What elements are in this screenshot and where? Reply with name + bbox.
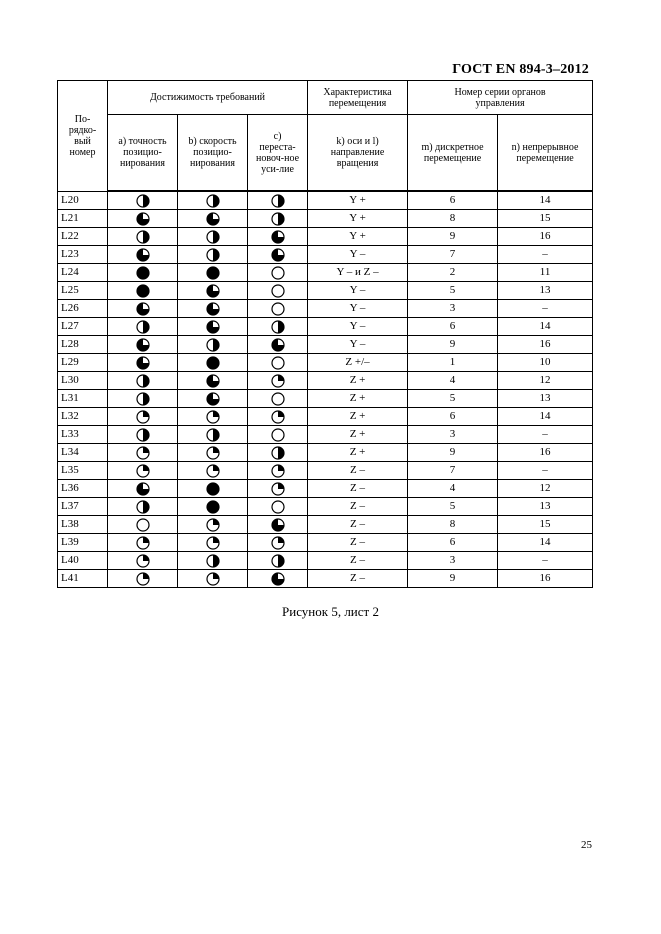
row-number-cell: L36 (58, 480, 108, 498)
table-row (58, 534, 593, 552)
fill-full-icon (136, 266, 150, 280)
fill-empty-icon (271, 356, 285, 370)
requirement-a-cell (108, 534, 178, 552)
fill-q1-icon (206, 446, 220, 460)
row-number-cell: L41 (58, 570, 108, 588)
fill-q1-icon (206, 410, 220, 424)
table-row (58, 300, 593, 318)
fill-half-icon (271, 446, 285, 460)
fill-empty-icon (271, 302, 285, 316)
fill-full-icon (136, 284, 150, 298)
table-row (58, 426, 593, 444)
discrete-series-cell: 9 (408, 336, 498, 354)
row-number-cell: L39 (58, 534, 108, 552)
header-motion-label: Характеристика перемещения (323, 86, 392, 109)
axis-direction-cell: Y + (308, 210, 408, 228)
header-col-m-label: m) дискретное перемещение (421, 141, 484, 164)
axis-direction-cell: Z – (308, 462, 408, 480)
continuous-series-cell: – (498, 426, 593, 444)
row-number-cell: L35 (58, 462, 108, 480)
discrete-series-cell: 9 (408, 570, 498, 588)
fill-half-icon (271, 212, 285, 226)
requirement-b-cell (178, 498, 248, 516)
requirement-a-cell (108, 426, 178, 444)
table-row (58, 336, 593, 354)
requirement-c-cell (248, 372, 308, 390)
discrete-series-cell: 8 (408, 516, 498, 534)
requirement-a-cell (108, 372, 178, 390)
axis-direction-cell: Z + (308, 372, 408, 390)
fill-q3-icon (206, 374, 220, 388)
fill-q3-icon (206, 302, 220, 316)
requirement-b-cell (178, 480, 248, 498)
row-number-cell: L38 (58, 516, 108, 534)
fill-half-icon (136, 428, 150, 442)
fill-q1-icon (136, 446, 150, 460)
header-row-number-label: По-рядко-вый номер (68, 113, 97, 158)
requirement-c-cell (248, 264, 308, 282)
requirement-b-cell (178, 570, 248, 588)
fill-empty-icon (271, 266, 285, 280)
axis-direction-cell: Y – (308, 282, 408, 300)
requirement-c-cell (248, 246, 308, 264)
fill-q1-icon (206, 572, 220, 586)
row-number-cell: L26 (58, 300, 108, 318)
axis-direction-cell: Z + (308, 444, 408, 462)
requirement-b-cell (178, 246, 248, 264)
continuous-series-cell: 12 (498, 480, 593, 498)
discrete-series-cell: 4 (408, 480, 498, 498)
row-number-cell: L20 (58, 191, 108, 210)
discrete-series-cell: 8 (408, 210, 498, 228)
requirement-c-cell (248, 390, 308, 408)
requirement-a-cell (108, 264, 178, 282)
row-number-cell: L21 (58, 210, 108, 228)
requirement-c-cell (248, 228, 308, 246)
continuous-series-cell: – (498, 300, 593, 318)
fill-q1-icon (271, 374, 285, 388)
fill-q1-icon (271, 464, 285, 478)
axis-direction-cell: Y – и Z – (308, 264, 408, 282)
table-row (58, 264, 593, 282)
requirement-b-cell (178, 444, 248, 462)
fill-half-icon (136, 194, 150, 208)
discrete-series-cell: 3 (408, 426, 498, 444)
table-row (58, 246, 593, 264)
fill-half-icon (206, 248, 220, 262)
continuous-series-cell: 10 (498, 354, 593, 372)
fill-q1-icon (206, 536, 220, 550)
continuous-series-cell: 13 (498, 390, 593, 408)
table-row (58, 318, 593, 336)
fill-half-icon (206, 338, 220, 352)
continuous-series-cell: 12 (498, 372, 593, 390)
axis-direction-cell: Z – (308, 534, 408, 552)
continuous-series-cell: 14 (498, 191, 593, 210)
discrete-series-cell: 4 (408, 372, 498, 390)
discrete-series-cell: 3 (408, 300, 498, 318)
row-number-cell: L28 (58, 336, 108, 354)
fill-q3-icon (136, 338, 150, 352)
header-series-label: Номер серии органов управления (454, 86, 546, 109)
discrete-series-cell: 7 (408, 462, 498, 480)
continuous-series-cell: 16 (498, 228, 593, 246)
axis-direction-cell: Z – (308, 552, 408, 570)
requirement-a-cell (108, 336, 178, 354)
header-col-c (248, 115, 308, 192)
requirement-b-cell (178, 516, 248, 534)
requirement-c-cell (248, 534, 308, 552)
requirement-a-cell (108, 516, 178, 534)
requirement-a-cell (108, 318, 178, 336)
requirement-c-cell (248, 336, 308, 354)
row-number-cell: L37 (58, 498, 108, 516)
fill-empty-icon (271, 428, 285, 442)
requirement-b-cell (178, 462, 248, 480)
header-series (408, 81, 593, 115)
continuous-series-cell: 13 (498, 498, 593, 516)
requirement-a-cell (108, 462, 178, 480)
axis-direction-cell: Z + (308, 390, 408, 408)
row-number-cell: L30 (58, 372, 108, 390)
requirement-b-cell (178, 264, 248, 282)
fill-empty-icon (271, 392, 285, 406)
axis-direction-cell: Z + (308, 408, 408, 426)
table-row (58, 516, 593, 534)
fill-half-icon (206, 194, 220, 208)
header-col-kl-label: k) оси и l) направление вращения (330, 136, 385, 169)
header-col-c-label: c) переста-новоч-ное уси-лие (256, 130, 300, 175)
requirement-a-cell (108, 354, 178, 372)
requirement-a-cell (108, 498, 178, 516)
header-achievability: Достижимость требований (108, 81, 308, 115)
discrete-series-cell: 2 (408, 264, 498, 282)
requirement-c-cell (248, 354, 308, 372)
fill-q3-icon (136, 302, 150, 316)
requirement-b-cell (178, 210, 248, 228)
fill-q1-icon (206, 464, 220, 478)
axis-direction-cell: Z + (308, 426, 408, 444)
row-number-cell: L32 (58, 408, 108, 426)
fill-half-icon (271, 554, 285, 568)
axis-direction-cell: Y + (308, 228, 408, 246)
fill-q1-icon (271, 536, 285, 550)
requirement-b-cell (178, 282, 248, 300)
continuous-series-cell: – (498, 246, 593, 264)
discrete-series-cell: 9 (408, 228, 498, 246)
fill-q1-icon (136, 536, 150, 550)
row-number-cell: L31 (58, 390, 108, 408)
header-col-n-label: n) непрерывное перемещение (511, 141, 579, 164)
fill-empty-icon (136, 518, 150, 532)
requirement-c-cell (248, 300, 308, 318)
header-row-number (58, 81, 108, 192)
fill-q1-icon (136, 464, 150, 478)
fill-full-icon (206, 356, 220, 370)
discrete-series-cell: 6 (408, 408, 498, 426)
discrete-series-cell: 1 (408, 354, 498, 372)
table-row (58, 480, 593, 498)
requirement-a-cell (108, 408, 178, 426)
discrete-series-cell: 5 (408, 498, 498, 516)
requirement-b-cell (178, 318, 248, 336)
continuous-series-cell: 14 (498, 534, 593, 552)
row-number-cell: L34 (58, 444, 108, 462)
fill-q3-icon (206, 320, 220, 334)
fill-half-icon (206, 554, 220, 568)
discrete-series-cell: 6 (408, 191, 498, 210)
fill-q3-icon (136, 356, 150, 370)
row-number-cell: L23 (58, 246, 108, 264)
requirement-c-cell (248, 426, 308, 444)
page-number: 25 (581, 839, 592, 851)
fill-q1-icon (136, 554, 150, 568)
header-col-kl (308, 115, 408, 192)
requirement-a-cell (108, 480, 178, 498)
requirement-a-cell (108, 444, 178, 462)
row-number-cell: L40 (58, 552, 108, 570)
axis-direction-cell: Y – (308, 300, 408, 318)
axis-direction-cell: Z – (308, 498, 408, 516)
fill-q3-icon (271, 248, 285, 262)
header-col-n (498, 115, 593, 192)
fill-q1-icon (271, 410, 285, 424)
requirement-b-cell (178, 300, 248, 318)
requirement-c-cell (248, 282, 308, 300)
fill-half-icon (136, 320, 150, 334)
table-row (58, 191, 593, 210)
fill-half-icon (136, 500, 150, 514)
requirement-a-cell (108, 228, 178, 246)
requirement-c-cell (248, 516, 308, 534)
fill-half-icon (271, 194, 285, 208)
row-number-cell: L27 (58, 318, 108, 336)
fill-empty-icon (271, 500, 285, 514)
fill-q1-icon (136, 572, 150, 586)
requirement-a-cell (108, 300, 178, 318)
axis-direction-cell: Z +/– (308, 354, 408, 372)
discrete-series-cell: 6 (408, 534, 498, 552)
fill-half-icon (136, 374, 150, 388)
fill-q1-icon (136, 410, 150, 424)
fill-full-icon (206, 500, 220, 514)
requirement-b-cell (178, 426, 248, 444)
row-number-cell: L22 (58, 228, 108, 246)
row-number-cell: L29 (58, 354, 108, 372)
requirement-b-cell (178, 336, 248, 354)
table-row (58, 498, 593, 516)
requirement-b-cell (178, 372, 248, 390)
table-row (58, 552, 593, 570)
requirement-b-cell (178, 552, 248, 570)
requirement-b-cell (178, 228, 248, 246)
fill-half-icon (271, 320, 285, 334)
axis-direction-cell: Z – (308, 516, 408, 534)
table-row (58, 372, 593, 390)
requirement-c-cell (248, 462, 308, 480)
axis-direction-cell: Y – (308, 246, 408, 264)
continuous-series-cell: 11 (498, 264, 593, 282)
requirement-b-cell (178, 534, 248, 552)
fill-q3-icon (271, 338, 285, 352)
requirement-c-cell (248, 570, 308, 588)
fill-empty-icon (271, 284, 285, 298)
requirement-c-cell (248, 408, 308, 426)
axis-direction-cell: Y + (308, 191, 408, 210)
requirement-c-cell (248, 480, 308, 498)
requirement-b-cell (178, 390, 248, 408)
requirement-a-cell (108, 390, 178, 408)
header-col-b-label: b) скорость позицио-нирования (188, 136, 237, 169)
header-motion (308, 81, 408, 115)
continuous-series-cell: 15 (498, 210, 593, 228)
fill-q1-icon (206, 518, 220, 532)
continuous-series-cell: 14 (498, 408, 593, 426)
requirement-a-cell (108, 570, 178, 588)
fill-q3-icon (136, 212, 150, 226)
requirement-b-cell (178, 191, 248, 210)
fill-q3-icon (206, 284, 220, 298)
fill-q1-icon (271, 482, 285, 496)
continuous-series-cell: 16 (498, 336, 593, 354)
table-row (58, 354, 593, 372)
fill-q3-icon (136, 248, 150, 262)
table-row (58, 570, 593, 588)
header-col-m (408, 115, 498, 192)
table-row (58, 228, 593, 246)
fill-q3-icon (206, 392, 220, 406)
discrete-series-cell: 7 (408, 246, 498, 264)
fill-full-icon (206, 482, 220, 496)
row-number-cell: L25 (58, 282, 108, 300)
header-col-a (108, 115, 178, 192)
fill-half-icon (136, 230, 150, 244)
fill-q3-icon (271, 572, 285, 586)
requirement-c-cell (248, 191, 308, 210)
fill-full-icon (206, 266, 220, 280)
requirement-a-cell (108, 552, 178, 570)
fill-q3-icon (136, 482, 150, 496)
axis-direction-cell: Y – (308, 318, 408, 336)
requirement-b-cell (178, 354, 248, 372)
axis-direction-cell: Z – (308, 570, 408, 588)
header-col-b (178, 115, 248, 192)
continuous-series-cell: 16 (498, 444, 593, 462)
requirement-b-cell (178, 408, 248, 426)
requirement-c-cell (248, 498, 308, 516)
requirement-c-cell (248, 552, 308, 570)
fill-half-icon (206, 428, 220, 442)
discrete-series-cell: 9 (408, 444, 498, 462)
axis-direction-cell: Y – (308, 336, 408, 354)
control-series-table (57, 80, 593, 588)
row-number-cell: L33 (58, 426, 108, 444)
fill-q3-icon (271, 230, 285, 244)
discrete-series-cell: 6 (408, 318, 498, 336)
axis-direction-cell: Z – (308, 480, 408, 498)
row-number-cell: L24 (58, 264, 108, 282)
continuous-series-cell: – (498, 462, 593, 480)
continuous-series-cell: 16 (498, 570, 593, 588)
discrete-series-cell: 3 (408, 552, 498, 570)
table-row (58, 210, 593, 228)
fill-half-icon (136, 392, 150, 406)
fill-q3-icon (206, 212, 220, 226)
requirement-a-cell (108, 191, 178, 210)
fill-q3-icon (271, 518, 285, 532)
table-row (58, 462, 593, 480)
discrete-series-cell: 5 (408, 390, 498, 408)
requirement-a-cell (108, 210, 178, 228)
fill-half-icon (206, 230, 220, 244)
table-body (58, 191, 593, 588)
requirement-c-cell (248, 318, 308, 336)
continuous-series-cell: 15 (498, 516, 593, 534)
table-row (58, 444, 593, 462)
continuous-series-cell: 13 (498, 282, 593, 300)
discrete-series-cell: 5 (408, 282, 498, 300)
continuous-series-cell: – (498, 552, 593, 570)
requirement-a-cell (108, 246, 178, 264)
continuous-series-cell: 14 (498, 318, 593, 336)
table-row (58, 390, 593, 408)
header-col-a-label: a) точность позицио-нирования (118, 136, 167, 169)
table-row (58, 408, 593, 426)
requirement-c-cell (248, 444, 308, 462)
document-id: ГОСТ EN 894-3–2012 (452, 62, 589, 77)
requirement-a-cell (108, 282, 178, 300)
requirement-c-cell (248, 210, 308, 228)
figure-caption: Рисунок 5, лист 2 (282, 604, 379, 619)
table-row (58, 282, 593, 300)
